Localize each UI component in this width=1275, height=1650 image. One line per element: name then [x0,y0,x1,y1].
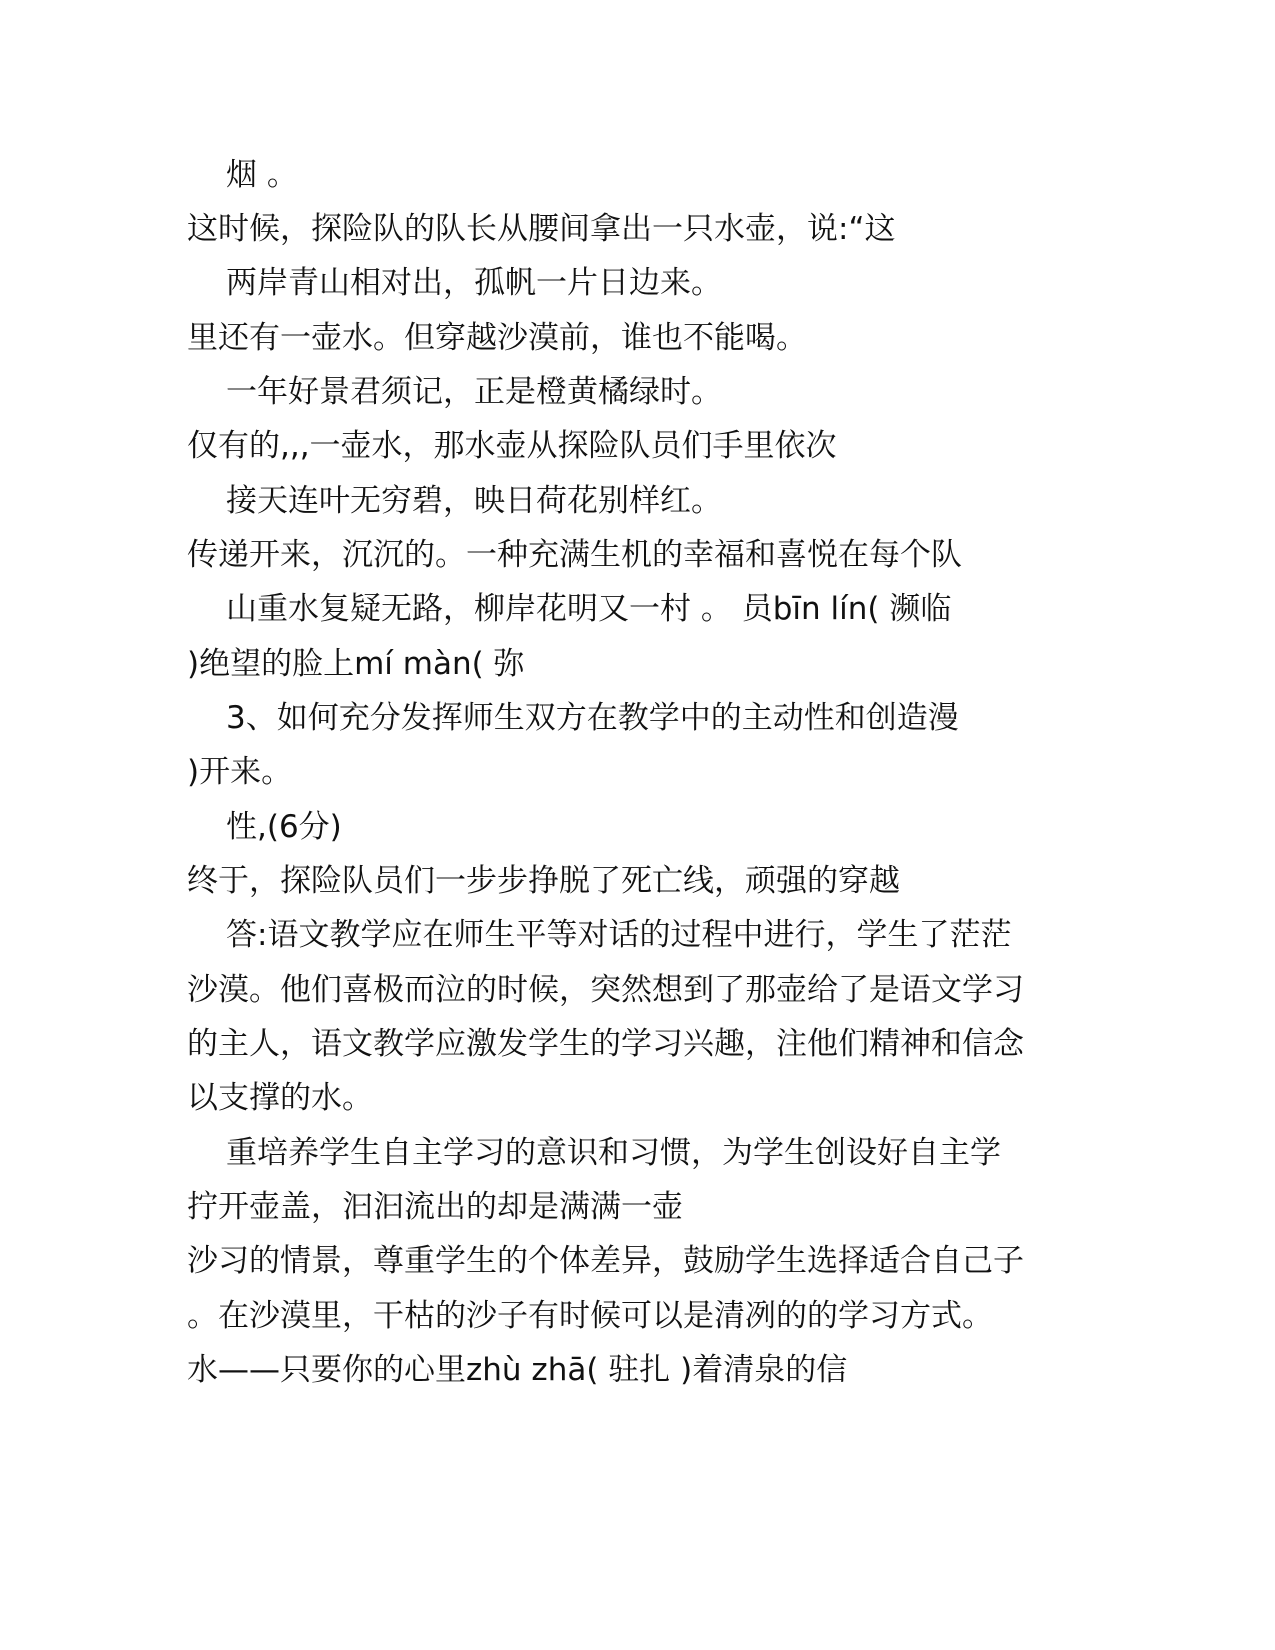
text-line: 的主人，语文教学应激发学生的学习兴趣，注他们精神和信念 [187,1026,1024,1062]
text-line: 传递开来，沉沉的。一种充满生机的幸福和喜悦在每个队 [187,537,962,573]
text-line: 。在沙漠里，干枯的沙子有时候可以是清冽的的学习方式。 [187,1298,993,1334]
text-line: 终于，探险队员们一步步挣脱了死亡线，顽强的穿越 [187,863,900,899]
text-line: 接天连叶无穷碧，映日荷花别样红。 [226,483,722,519]
text-line: 水——只要你的心里zhù zhā( 驻扎 )着清泉的信 [187,1352,848,1388]
text-line: 性,(6分) [226,809,342,845]
text-line: 沙漠。他们喜极而泣的时候，突然想到了那壶给了是语文学习 [187,972,1024,1008]
text-line: 一年好景君须记，正是橙黄橘绿时。 [226,374,722,410]
text-line: 沙习的情景，尊重学生的个体差异，鼓励学生选择适合自己子 [187,1243,1024,1279]
text-line: )开来。 [187,754,293,790]
text-line: 里还有一壶水。但穿越沙漠前，谁也不能喝。 [187,320,807,356]
text-line: )绝望的脸上mí màn( 弥 [187,646,525,682]
text-line: 烟 。 [226,157,298,193]
text-line: 两岸青山相对出，孤帆一片日边来。 [226,265,722,301]
text-line: 3、如何充分发挥师生双方在教学中的主动性和创造漫 [226,700,959,736]
text-line: 仅有的,,,一壶水，那水壶从探险队员们手里依次 [187,428,837,464]
text-line: 这时候，探险队的队长从腰间拿出一只水壶，说:“这 [187,211,896,247]
text-line: 答:语文教学应在师生平等对话的过程中进行，学生了茫茫 [226,917,1012,953]
text-line: 重培养学生自主学习的意识和习惯，为学生创设好自主学 [226,1135,1001,1171]
text-line: 山重水复疑无路，柳岸花明又一村 。 员bīn lín( 濒临 [226,591,952,627]
text-line: 以支撑的水。 [187,1080,373,1116]
text-line: 拧开壶盖，汩汩流出的却是满满一壶 [187,1189,683,1225]
